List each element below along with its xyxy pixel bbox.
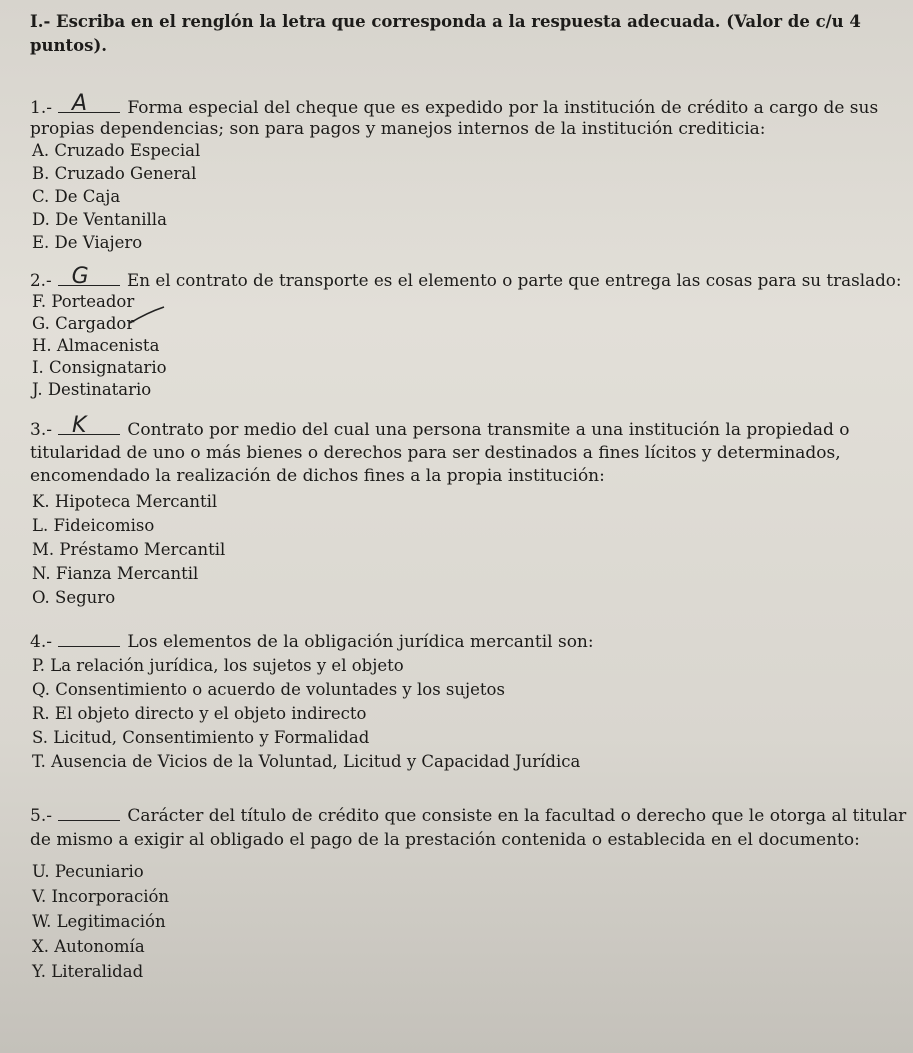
option-g: G. Cargador <box>32 314 135 333</box>
question-5-text-cont: de mismo a exigir al obligado el pago de la prestación contenida o establecida en el documento: <box>30 830 860 850</box>
question-number: 3.- <box>30 420 52 440</box>
question-1-text-cont: propias dependencias; son para pagos y manejos internos de la institución crediticia: <box>30 119 766 139</box>
question-text: Carácter del título de crédito que consiste en la facultad o derecho que le otorga al titular <box>127 806 907 826</box>
handwritten-answer: K <box>71 413 87 438</box>
question-1-text <box>30 91 879 118</box>
question-number: 1.- <box>30 98 52 118</box>
option-w: W. Legitimación <box>32 912 166 931</box>
option-r: R. El objeto directo y el objeto indirecto <box>32 704 367 723</box>
question-number: 2.- <box>30 270 52 290</box>
answer-blank[interactable] <box>58 413 120 438</box>
question-number: 4.- <box>30 632 52 652</box>
option-e: E. De Viajero <box>32 233 143 252</box>
answer-blank[interactable] <box>58 91 120 116</box>
answer-blank[interactable] <box>58 806 120 821</box>
handwritten-answer: G <box>71 264 89 289</box>
option-x: X. Autonomía <box>32 937 145 956</box>
option-s: S. Licitud, Consentimiento y Formalidad <box>32 728 370 747</box>
option-c: C. De Caja <box>32 187 121 206</box>
question-3-text <box>30 413 850 440</box>
option-f: F. Porteador <box>32 292 135 311</box>
question-text: Contrato por medio del cual una persona transmite a una institución la propiedad o <box>127 420 850 440</box>
check-mark <box>128 305 168 327</box>
question-text: Forma especial del cheque que es expedido por la institución de crédito a cargo de sus <box>127 98 879 118</box>
option-o: O. Seguro <box>32 588 116 607</box>
option-m: M. Préstamo Mercantil <box>32 540 226 559</box>
handwritten-answer: A <box>71 91 88 116</box>
question-2-text <box>30 264 902 290</box>
instructions-line-2: puntos). <box>30 36 107 55</box>
option-a: A. Cruzado Especial <box>32 141 201 160</box>
question-3-text-cont-2: encomendado la realización de dichos fines a la propia institución: <box>30 466 605 486</box>
question-3-text-cont-1: titularidad de uno o más bienes o derechos para ser destinados a fines lícitos y determinados, <box>30 443 841 463</box>
question-number: 5.- <box>30 806 52 826</box>
option-t: T. Ausencia de Vicios de la Voluntad, Licitud y Capacidad Jurídica <box>32 752 581 771</box>
option-d: D. De Ventanilla <box>32 210 167 229</box>
option-i: I. Consignatario <box>32 358 167 377</box>
option-y: Y. Literalidad <box>32 962 144 981</box>
instructions-line-1: I.- Escriba en el renglón la letra que corresponda a la respuesta adecuada. (Valor de c/u 4 <box>30 12 861 31</box>
option-h: H. Almacenista <box>32 336 160 355</box>
option-k: K. Hipoteca Mercantil <box>32 492 218 511</box>
option-j: J. Destinatario <box>32 380 152 399</box>
option-p: P. La relación jurídica, los sujetos y el objeto <box>32 656 404 675</box>
option-b: B. Cruzado General <box>32 164 197 183</box>
option-v: V. Incorporación <box>32 887 170 906</box>
question-text: En el contrato de transporte es el elemento o parte que entrega las cosas para su traslado: <box>126 270 902 290</box>
question-4-text <box>30 632 594 652</box>
answer-blank[interactable] <box>58 632 120 647</box>
answer-blank[interactable] <box>58 264 120 289</box>
option-u: U. Pecuniario <box>32 862 144 881</box>
option-l: L. Fideicomiso <box>32 516 155 535</box>
option-n: N. Fianza Mercantil <box>32 564 199 583</box>
question-text: Los elementos de la obligación jurídica mercantil son: <box>127 632 594 652</box>
option-q: Q. Consentimiento o acuerdo de voluntades y los sujetos <box>32 680 505 699</box>
question-5-text <box>30 806 906 826</box>
